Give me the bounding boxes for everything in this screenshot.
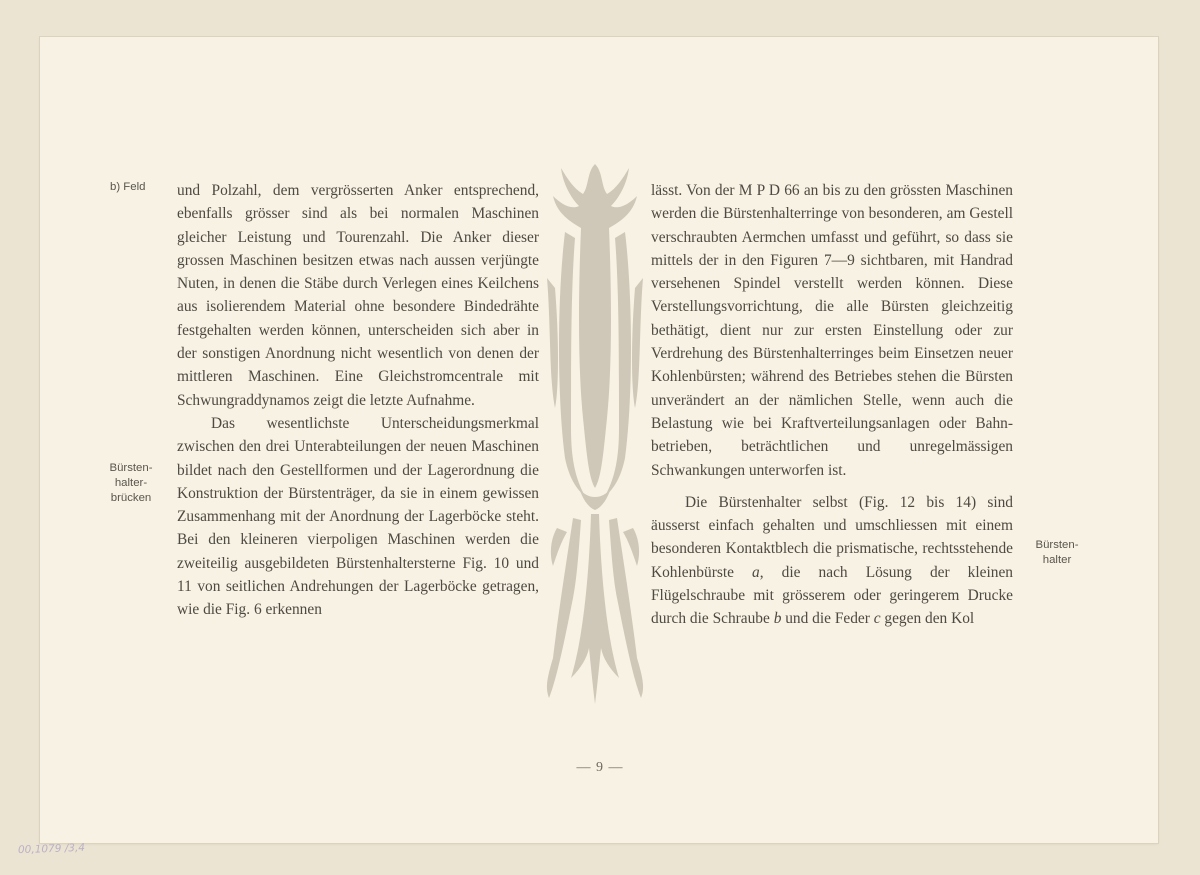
right-column xyxy=(651,179,1013,631)
left-column xyxy=(177,179,539,622)
ornament-divider xyxy=(543,158,647,706)
margin-note-buerstenhalterbruecken xyxy=(103,461,159,506)
page-number: — 9 — xyxy=(576,760,624,775)
margin-note-line: Bürsten- xyxy=(109,462,153,474)
margin-note-line: Bürsten- xyxy=(1035,539,1079,551)
left-paragraph-1: und Polzahl, dem vergrösserten Anker entsprechend, ebenfalls grösser sind als bei normalen Maschinen gleicher Leistung und Tourenzahl. Die Anker dieser grossen Maschinen besitzen etwas nach aussen verjüngte Nuten, in denen die Stäbe durch Verlegen eines Keilchens aus isolierendem Material ohne besondere Bindedrähte festgehalten werden können, unterscheiden sich aber in der sonstigen Anordnung nicht wesentlich von denen der mittleren Maschinen. Eine Gleichstromcentrale mit Schwungraddynamos zeigt die letzte Aufnahme. xyxy=(177,182,540,409)
variable-c: c xyxy=(873,610,881,628)
right-paragraph-1: lässt. Von der M P D 66 an bis zu den grössten Maschinen werden die Bürstenhalterringe von besonderen, am Gestell verschraubten Aermchen umfasst und geführt, so dass sie mittels der in den Figuren 7—9 sichtbaren, mit Handrad versehenen Spindel verstellt werden können. Diese Verstellungsvorrichtung, die alle Bürsten gleichzeitig bethätigt, dient nur zur ersten Einstellung oder zur Verdrehung des Bürstenhalterringes beim Einsetzen neuer Kohlenbürsten; während des Betriebes stehen die Bürsten unverändert an der nämlichen Stelle, wenn auch die Belastung wie bei Kraftverteilungsanlagen oder Bahnbetrieben, beträchtlichen und unregelmässigen Schwankungen unterworfen ist. xyxy=(651,182,1014,479)
variable-a: a xyxy=(752,563,760,581)
pencil-inventory-note: 00,1079 /3,4 xyxy=(17,841,86,857)
margin-note-line: halter- xyxy=(114,477,148,489)
variable-b: b xyxy=(773,610,782,628)
margin-note-line: halter xyxy=(1042,554,1072,566)
margin-note-line: brücken xyxy=(110,492,152,504)
margin-note-feld: b) Feld xyxy=(110,181,146,193)
margin-note-buerstenhalter xyxy=(1029,538,1085,568)
right-paragraph-2: Die Bürstenhalter selbst (Fig. 12 bis 14) sind äusserst einfach gehalten und umschliessen mit einem besonderen Kontaktblech die prismatische, rechtsstehende Kohlenbürste a, die nach Lösung der kleinen Flügelschraube mit grösserem oder geringerem Drucke durch die Schraube b und die Feder c gegen den Kol xyxy=(651,493,1014,628)
left-paragraph-2: Das wesentlichste Unterscheidungsmerkmal zwischen den drei Unterabteilungen der neuen Maschinen bildet nach den Gestellformen und der Lagerordnung die Konstruktion der Bürstenträger, da sie in einem gewissen Zusammenhang mit der Anordnung der Lagerböcke steht. Bei den kleineren vierpoligen Maschinen werden die zweiteilig ausgebildeten Bürstenhaltersterne Fig. 10 und 11 von seitlichen Andrehungen der Lagerböcke getragen, wie die Fig. 6 erkennen xyxy=(177,414,539,619)
